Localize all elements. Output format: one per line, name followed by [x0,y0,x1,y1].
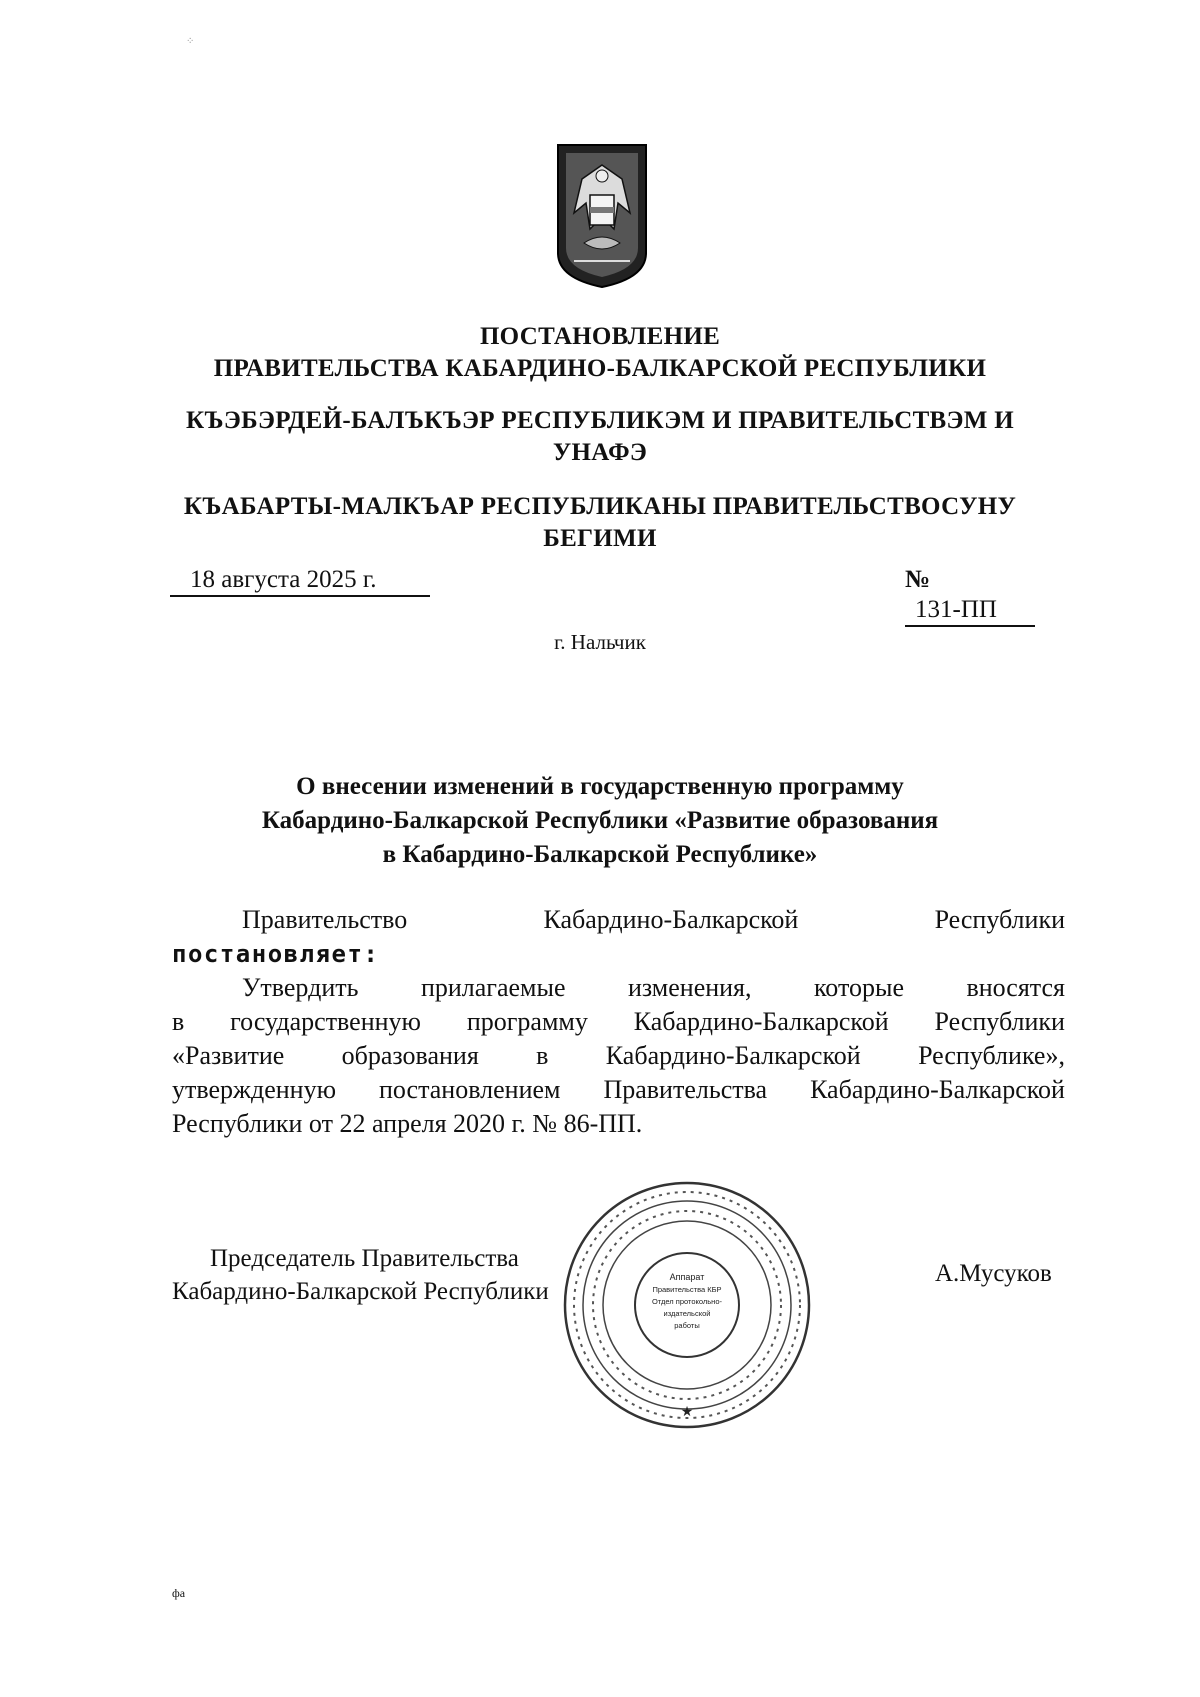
document-title [0,770,1200,872]
signatory-position [172,1242,549,1308]
signatory-name: А.Мусуков [935,1260,1052,1287]
number-sign: № [905,566,931,593]
body-word: государственную [230,1007,421,1036]
body-word: которые [814,973,904,1002]
body-word: утвержденную [172,1075,337,1104]
city: г. Нальчик [554,630,646,654]
svg-text:★: ★ [680,1405,694,1420]
stamp-center-line: Правительства КБР [652,1285,722,1294]
body-word: в [172,1007,185,1036]
body-word: Кабардино-Балкарской [543,905,799,934]
issuer-heading-krc-line1: КЪАБАРТЫ-МАЛКЪАР РЕСПУБЛИКАНЫ ПРАВИТЕЛЬСТВОСУНУ [183,493,1017,520]
title-line: в Кабардино-Балкарской Республике» [382,841,818,868]
body-word: Правительство [242,905,408,934]
body-word: «Развитие [172,1041,285,1070]
body-word: Кабардино-Балкарской [633,1007,889,1036]
official-seal-stamp [562,1180,812,1430]
signatory-position-line: Кабардино-Балкарской Республики [172,1278,549,1305]
document-date: 18 августа 2025 г. [170,565,430,597]
body-line [172,1005,1065,1039]
signatory-position-line: Председатель Правительства [210,1245,519,1272]
body-word: в [536,1041,549,1070]
body-word: Республики [934,905,1065,934]
scan-speck: ⁘ [186,36,195,47]
title-line: О внесении изменений в государственную программу [296,773,904,800]
resolves-verb: постановляет: [172,940,380,968]
body-word: Кабардино-Балкарской [810,1075,1065,1104]
body-word: Кабардино-Балкарской [605,1041,861,1070]
stamp-center-line: издательской [663,1309,711,1318]
number-value: 131-ПП [905,595,1035,627]
body-word: прилагаемые [420,973,566,1002]
body-line: Республики от 22 апреля 2020 г. № 86-ПП. [172,1109,643,1138]
footer-initials: фа [172,1586,186,1600]
doc-type-heading: ПОСТАНОВЛЕНИЕ [479,323,721,350]
body-word: Утвердить [242,973,359,1002]
document-number [905,565,1065,627]
body-word: постановлением [378,1075,561,1104]
body-line [172,1073,1065,1107]
stamp-center-line: Отдел протокольно- [651,1297,723,1306]
issuer-heading-ru: ПРАВИТЕЛЬСТВА КАБАРДИНО-БАЛКАРСКОЙ РЕСПУБЛИКИ [213,355,987,382]
title-line: Кабардино-Балкарской Республики «Развитие образования [261,807,939,834]
body-word: Республике», [918,1041,1065,1070]
body-word: Республики [934,1007,1065,1036]
body-word: программу [466,1007,588,1036]
body-line [172,903,1065,937]
stamp-center-line: Аппарат [669,1272,705,1282]
stamp-center-line: работы [674,1321,700,1330]
body-word: Правительства [603,1075,768,1104]
issuer-heading-kbd-line2: УНАФЭ [552,439,648,466]
body-line [172,1039,1065,1073]
coat-of-arms-emblem [556,143,648,289]
issuer-heading-krc-line2: БЕГИМИ [543,525,657,552]
body-word: изменения, [627,973,752,1002]
body-line [172,971,1065,1005]
body-word: образования [341,1041,479,1070]
body-word: вносятся [966,973,1065,1002]
issuer-heading-kbd-line1: КЪЭБЭРДЕЙ-БАЛЪКЪЭР РЕСПУБЛИКЭМ И ПРАВИТЕЛЬСТВЭМ И [186,407,1014,434]
